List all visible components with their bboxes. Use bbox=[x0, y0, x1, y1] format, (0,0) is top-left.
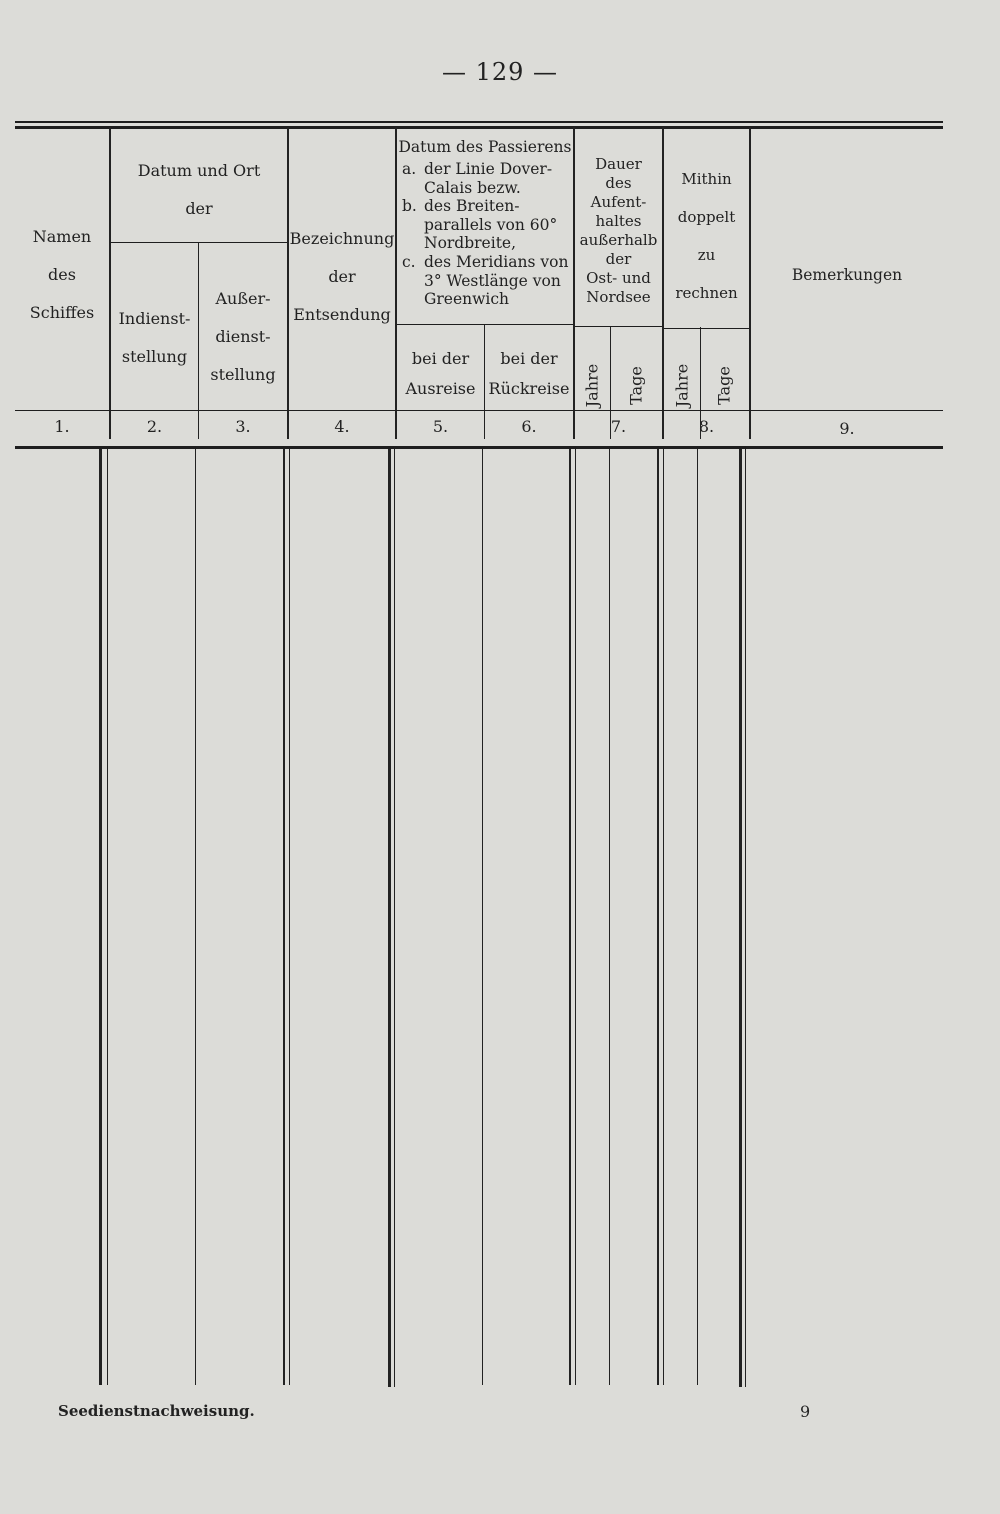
header-datum-und-ort: Datum und Ort der bbox=[137, 161, 261, 218]
footer-title: Seedienstnachweisung. bbox=[58, 1402, 255, 1420]
body-divider-1b bbox=[107, 449, 108, 1385]
colnum-3: 3. bbox=[235, 417, 251, 436]
group-7-rule bbox=[575, 326, 662, 327]
header-col8-tage: Tage bbox=[714, 366, 734, 405]
header-dauer-des-aufenthaltes: Dauer des Aufent- haltes außerhalb der Ost- und Nordsee bbox=[579, 155, 658, 306]
colnum-2: 2. bbox=[146, 417, 163, 436]
header-rueckreise: bei der Rückreise bbox=[488, 349, 570, 398]
header-bemerkungen: Bemerkungen bbox=[791, 266, 903, 284]
body-divider-1 bbox=[99, 449, 102, 1385]
colnum-5: 5. bbox=[432, 417, 449, 436]
body-divider-3b bbox=[289, 449, 290, 1385]
body-divider-8b bbox=[745, 449, 746, 1387]
criterion-a: a. der Linie Dover-Calais bezw. bbox=[402, 160, 553, 197]
body-divider-6 bbox=[569, 449, 571, 1385]
colnum-bottom-rule bbox=[15, 446, 943, 449]
header-namen-des-schiffes: Namen des Schiffes bbox=[29, 227, 95, 322]
footer-signature-mark: 9 bbox=[800, 1402, 811, 1421]
criterion-c: c. des Meridians von 3° Westlänge von Greenwich bbox=[402, 252, 569, 309]
body-divider-5 bbox=[482, 449, 483, 1385]
body-divider-4b bbox=[394, 449, 395, 1387]
header-col7-jahre: Jahre bbox=[582, 363, 602, 408]
header-mithin-doppelt-zu-rechnen: Mithin doppelt zu rechnen bbox=[675, 170, 738, 302]
group-8-rule bbox=[664, 328, 749, 329]
body-divider-8 bbox=[739, 449, 742, 1387]
colnum-top-rule bbox=[15, 410, 943, 411]
header-col7-tage: Tage bbox=[626, 366, 646, 405]
top-rule-thick bbox=[15, 126, 943, 129]
page-number: — 129 — bbox=[441, 58, 559, 86]
body-divider-3 bbox=[283, 449, 285, 1385]
body-divider-4 bbox=[388, 449, 391, 1387]
header-ausserdienststellung: Außer- dienst- stellung bbox=[210, 289, 276, 384]
body-divider-2 bbox=[195, 449, 196, 1385]
group-56-rule bbox=[397, 324, 573, 325]
header-ausreise: bei der Ausreise bbox=[405, 349, 476, 398]
header-indienststellung: Indienst- stellung bbox=[118, 309, 191, 366]
colnum-6: 6. bbox=[521, 417, 537, 436]
body-divider-7-sub bbox=[609, 449, 610, 1385]
passing-criteria-list bbox=[402, 160, 572, 309]
colnum-4: 4. bbox=[334, 417, 350, 436]
header-bezeichnung-der-entsendung: Bezeichnung der Entsendung bbox=[289, 229, 395, 324]
colnum-7: 7. bbox=[610, 417, 627, 436]
body-divider-6b bbox=[575, 449, 576, 1385]
header-col8-jahre: Jahre bbox=[672, 363, 692, 408]
top-rule-thin bbox=[15, 121, 943, 123]
colnum-9: 9. bbox=[839, 419, 855, 438]
header-datum-des-passierens: Datum des Passierens bbox=[398, 138, 572, 156]
criterion-b: b. des Breiten-parallels von 60° Nordbreite, bbox=[402, 197, 558, 253]
colnum-1: 1. bbox=[54, 417, 70, 436]
body-divider-7b bbox=[663, 449, 664, 1385]
group-23-rule bbox=[111, 242, 287, 243]
body-divider-7 bbox=[657, 449, 659, 1385]
body-divider-8-sub bbox=[697, 449, 698, 1385]
colnum-8: 8. bbox=[698, 417, 715, 436]
